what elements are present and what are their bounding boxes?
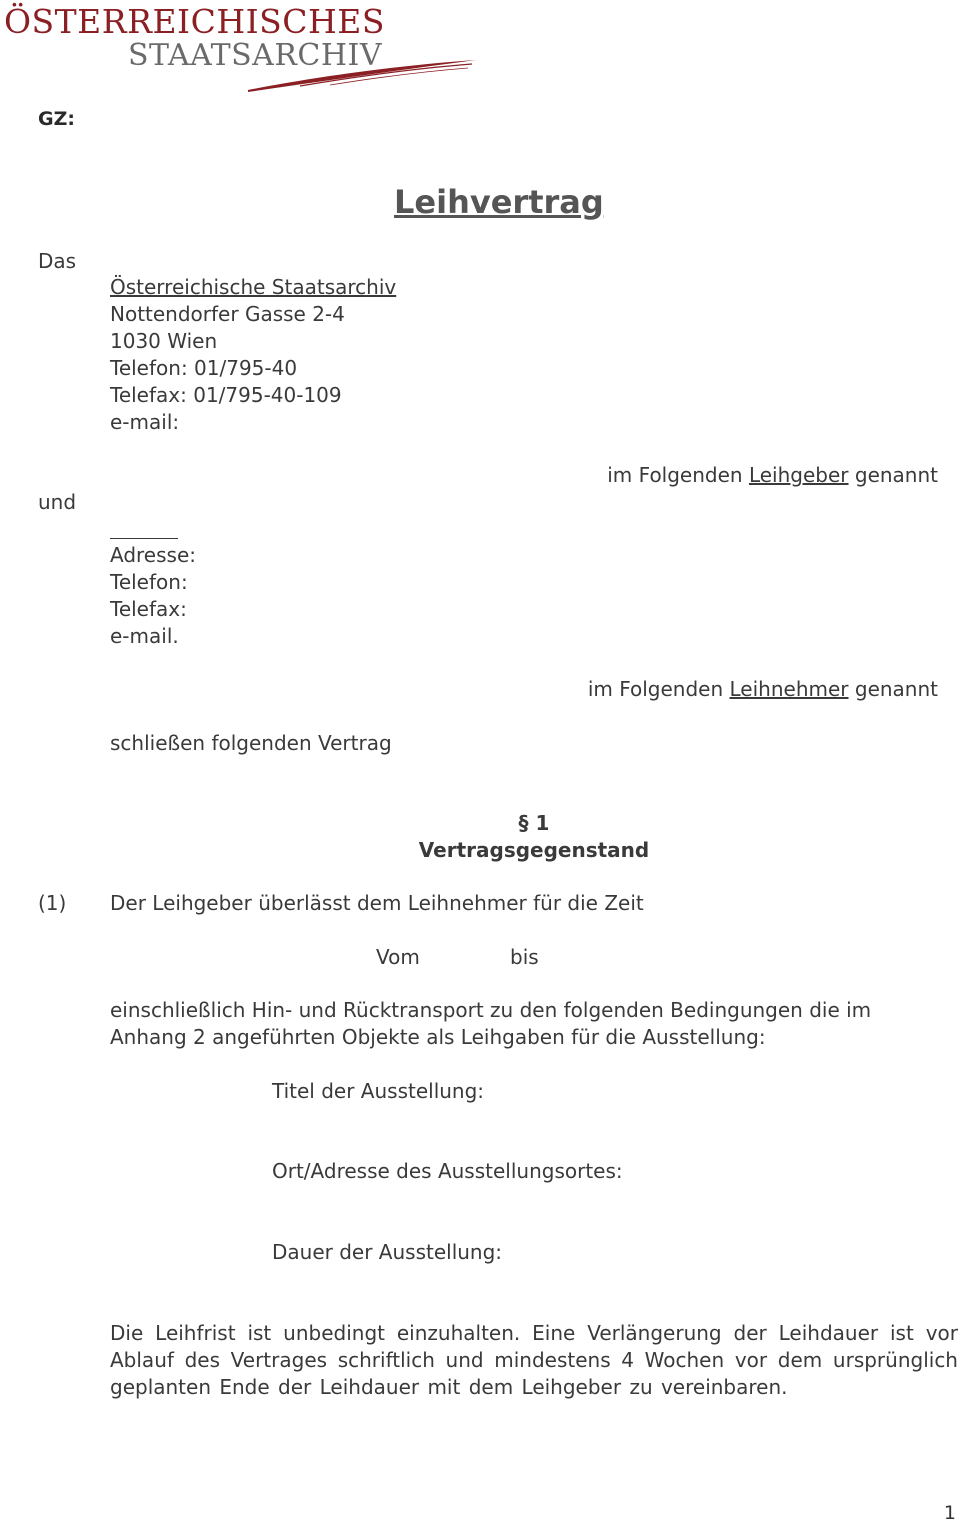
closing-line: schließen folgenden Vertrag: [110, 731, 392, 755]
exhibition-duration-label: Dauer der Ausstellung:: [272, 1240, 503, 1264]
clause-text: Der Leihgeber überlässt dem Leihnehmer für die Zeit: [110, 891, 644, 915]
borrower-address: Adresse:: [110, 543, 196, 567]
borrower-role-line: [588, 676, 938, 703]
connector-word: und: [38, 490, 77, 514]
lender-phone: Telefon: 01/795-40: [110, 356, 298, 380]
lender-role-term: Leihgeber: [748, 463, 849, 487]
logo-swoosh-icon: [240, 52, 480, 94]
exhibition-title-label: Titel der Ausstellung:: [272, 1079, 485, 1103]
section-number: § 1: [518, 811, 550, 835]
borrower-role-term: Leihnehmer: [729, 677, 849, 701]
intro-word: Das: [38, 249, 77, 273]
logo-line-1: ÖSTERREICHISCHES: [4, 2, 385, 41]
page-number: 1: [943, 1502, 956, 1524]
lender-street: Nottendorfer Gasse 2-4: [110, 302, 345, 326]
lender-fax: Telefax: 01/795-40-109: [110, 383, 342, 407]
borrower-phone: Telefon:: [110, 570, 188, 594]
transport-line-2: Anhang 2 angeführten Objekte als Leihgaben für die Ausstellung:: [110, 1025, 766, 1049]
document-title: Leihvertrag: [394, 183, 604, 221]
borrower-role-prefix: im Folgenden: [587, 677, 730, 701]
lender-email: e-mail:: [110, 410, 180, 434]
section-heading: Vertragsgegenstand: [418, 838, 650, 862]
lender-role-line: [607, 462, 938, 489]
borrower-role-suffix: genannt: [848, 677, 938, 701]
lender-name: Österreichische Staatsarchiv: [110, 275, 397, 299]
exhibition-place-label: Ort/Adresse des Ausstellungsortes:: [272, 1159, 623, 1183]
clause-number: (1): [38, 891, 67, 915]
borrower-fax: Telefax:: [110, 597, 187, 621]
lender-role-suffix: genannt: [848, 463, 938, 487]
logo-line-2: STAATSARCHIV: [128, 38, 383, 73]
borrower-name-blank: [110, 538, 178, 539]
term-paragraph: Die Leihfrist ist unbedingt einzuhalten. Eine Verlängerung der Leihdauer ist vor Ablauf des Vertrages schriftlich und mindestens 4 Wochen vor dem ursprünglich geplanten Ende der Leihdauer mit dem Leihgeber zu vereinbaren.: [110, 1321, 958, 1399]
gz-label: GZ:: [38, 108, 75, 130]
lender-role-prefix: im Folgenden: [607, 463, 749, 487]
borrower-email: e-mail.: [110, 624, 179, 648]
to-label: bis: [510, 945, 539, 969]
from-label: Vom: [376, 945, 420, 969]
transport-line-1: einschließlich Hin- und Rücktransport zu den folgenden Bedingungen die im: [110, 998, 872, 1022]
lender-city: 1030 Wien: [110, 329, 218, 353]
